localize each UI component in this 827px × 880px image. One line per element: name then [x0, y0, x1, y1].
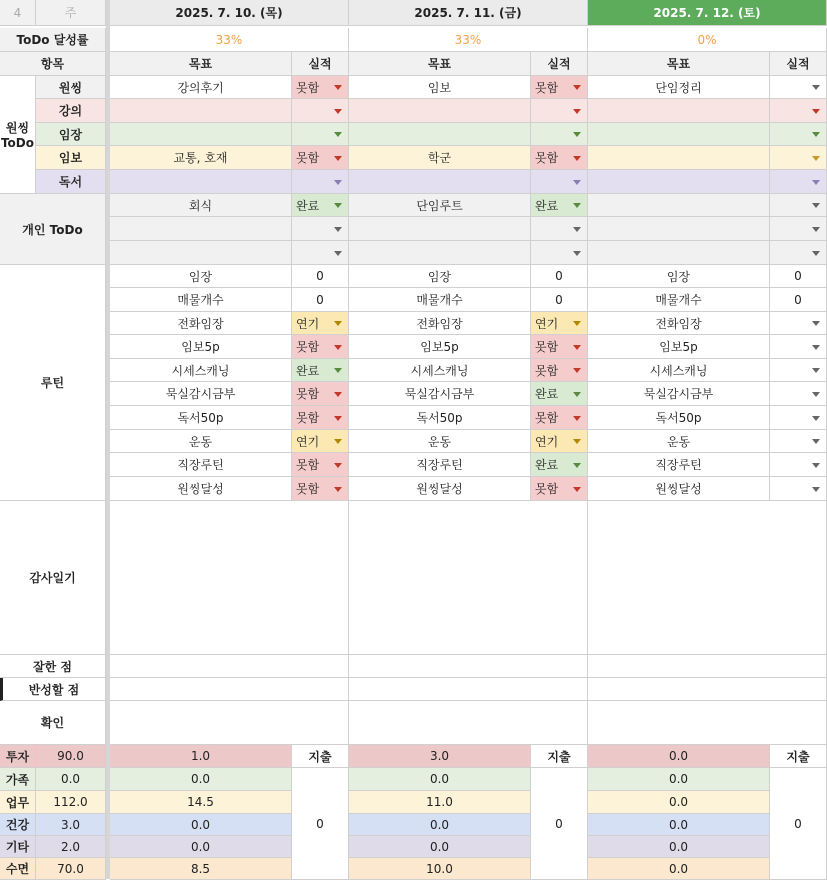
- status-value: 연기: [296, 316, 320, 331]
- status-value: 못함: [535, 340, 559, 354]
- notes-cell[interactable]: [588, 678, 827, 701]
- notes-cell[interactable]: [349, 701, 588, 745]
- category-2: 임장: [36, 123, 106, 146]
- onething-status-dropdown[interactable]: [770, 76, 827, 99]
- date-header-0[interactable]: 2025. 7. 10. (목): [110, 0, 349, 26]
- routine-count[interactable]: 0: [531, 265, 588, 288]
- status-value: 연기: [535, 434, 559, 449]
- onething-status-dropdown[interactable]: [531, 99, 588, 123]
- onething-status-dropdown[interactable]: [292, 99, 349, 123]
- dropdown-arrow-icon[interactable]: [812, 392, 820, 397]
- onething-goal[interactable]: 임보: [349, 76, 531, 99]
- dropdown-arrow-icon[interactable]: [334, 416, 342, 421]
- routine-name: 직장루틴: [110, 453, 292, 477]
- routine-count[interactable]: 0: [770, 288, 827, 312]
- routine-name: 시세스캐닝: [349, 359, 531, 382]
- dropdown-arrow-icon[interactable]: [812, 132, 820, 137]
- personal-status-dropdown[interactable]: [531, 217, 588, 241]
- routine-status-dropdown[interactable]: [531, 430, 588, 453]
- dropdown-arrow-icon[interactable]: [573, 109, 581, 114]
- budget-value[interactable]: 0.0: [349, 836, 531, 858]
- notes-cell[interactable]: [349, 678, 588, 701]
- personal-goal[interactable]: [588, 194, 770, 217]
- routine-status-dropdown[interactable]: [770, 406, 827, 430]
- routine-name: 임보5p: [110, 335, 292, 359]
- category-3: 임보: [36, 146, 106, 170]
- onething-goal[interactable]: 학군: [349, 146, 531, 170]
- dropdown-arrow-icon[interactable]: [573, 463, 581, 468]
- budget-total: 112.0: [36, 791, 106, 814]
- budget-value[interactable]: 1.0: [110, 745, 292, 768]
- personal-goal[interactable]: [588, 241, 770, 265]
- budget-total: 0.0: [36, 768, 106, 791]
- routine-status-dropdown[interactable]: [770, 430, 827, 453]
- gratitude-cell[interactable]: [588, 501, 827, 655]
- dropdown-arrow-icon[interactable]: [573, 227, 581, 232]
- routine-status-dropdown[interactable]: [770, 453, 827, 477]
- budget-value[interactable]: 11.0: [349, 791, 531, 814]
- status-value: 못함: [296, 458, 320, 472]
- onething-goal[interactable]: [110, 99, 292, 123]
- notes-cell[interactable]: [349, 655, 588, 678]
- routine-status-dropdown[interactable]: [531, 312, 588, 335]
- budget-value[interactable]: 0.0: [588, 836, 770, 858]
- dropdown-arrow-icon[interactable]: [334, 392, 342, 397]
- personal-status-dropdown[interactable]: [531, 194, 588, 217]
- routine-status-dropdown[interactable]: [292, 430, 349, 453]
- routine-name: 임장: [110, 265, 292, 288]
- routine-name: 시세스캐닝: [588, 359, 770, 382]
- routine-name: 독서50p: [110, 406, 292, 430]
- goal-header: 목표: [349, 52, 531, 76]
- budget-value[interactable]: 0.0: [588, 791, 770, 814]
- budget-value[interactable]: 0.0: [349, 814, 531, 836]
- personal-todo-label: 개인 ToDo: [0, 194, 106, 265]
- onething-status-dropdown[interactable]: [292, 123, 349, 146]
- onething-status-dropdown[interactable]: [770, 99, 827, 123]
- dropdown-arrow-icon[interactable]: [812, 227, 820, 232]
- onething-goal[interactable]: [588, 99, 770, 123]
- onething-status-dropdown[interactable]: [531, 146, 588, 170]
- todo-rate-value: 33%: [110, 28, 349, 52]
- dropdown-arrow-icon[interactable]: [334, 203, 342, 208]
- status-value: 못함: [296, 411, 320, 425]
- personal-status-dropdown[interactable]: [770, 217, 827, 241]
- routine-status-dropdown[interactable]: [292, 359, 349, 382]
- routine-name: 원씽달성: [349, 477, 531, 501]
- onething-goal[interactable]: [349, 123, 531, 146]
- routine-name: 전화임장: [588, 312, 770, 335]
- budget-total: 90.0: [36, 745, 106, 768]
- budget-value[interactable]: 0.0: [588, 745, 770, 768]
- personal-goal[interactable]: [110, 217, 292, 241]
- onething-label-line2: ToDo: [0, 136, 35, 150]
- budget-value[interactable]: 0.0: [588, 814, 770, 836]
- budget-category-2: 업무: [0, 791, 36, 814]
- status-value: 못함: [296, 80, 320, 95]
- routine-name: 독서50p: [349, 406, 531, 430]
- onething-status-dropdown[interactable]: [292, 146, 349, 170]
- status-value: 완료: [535, 387, 559, 401]
- date-header-2[interactable]: 2025. 7. 12. (토): [588, 0, 827, 26]
- dropdown-arrow-icon[interactable]: [812, 109, 820, 114]
- reflect-label: 반성할 점: [0, 678, 106, 701]
- status-value: 못함: [296, 387, 320, 401]
- onething-label: [0, 76, 36, 194]
- dropdown-arrow-icon[interactable]: [334, 109, 342, 114]
- spend-value[interactable]: 0: [292, 768, 349, 880]
- dropdown-arrow-icon[interactable]: [573, 345, 581, 350]
- onething-status-dropdown[interactable]: [292, 76, 349, 99]
- budget-category-4: 기타: [0, 836, 36, 858]
- routine-status-dropdown[interactable]: [770, 359, 827, 382]
- routine-status-dropdown[interactable]: [292, 312, 349, 335]
- dropdown-arrow-icon[interactable]: [573, 368, 581, 373]
- routine-status-dropdown[interactable]: [770, 312, 827, 335]
- budget-value[interactable]: 0.0: [110, 836, 292, 858]
- dropdown-arrow-icon[interactable]: [812, 321, 820, 326]
- dropdown-arrow-icon[interactable]: [334, 132, 342, 137]
- dropdown-arrow-icon[interactable]: [812, 180, 820, 185]
- routine-status-dropdown[interactable]: [292, 406, 349, 430]
- week-label: 주: [36, 0, 106, 26]
- routine-name: 묵실감시금부: [110, 382, 292, 406]
- budget-value[interactable]: 0.0: [588, 858, 770, 880]
- onething-goal[interactable]: [588, 146, 770, 170]
- routine-status-dropdown[interactable]: [770, 382, 827, 406]
- dropdown-arrow-icon[interactable]: [573, 321, 581, 326]
- budget-value[interactable]: 14.5: [110, 791, 292, 814]
- dropdown-arrow-icon[interactable]: [812, 487, 820, 492]
- status-value: 완료: [535, 198, 559, 213]
- routine-name: 임장: [588, 265, 770, 288]
- notes-cell[interactable]: [110, 678, 349, 701]
- dropdown-arrow-icon[interactable]: [812, 463, 820, 468]
- onething-status-dropdown[interactable]: [770, 170, 827, 194]
- status-value: 못함: [535, 482, 559, 496]
- status-value: 못함: [535, 363, 559, 378]
- routine-name: 전화임장: [110, 312, 292, 335]
- notes-cell[interactable]: [588, 701, 827, 745]
- personal-status-dropdown[interactable]: [292, 217, 349, 241]
- status-value: 못함: [296, 151, 320, 165]
- routine-status-dropdown[interactable]: [292, 382, 349, 406]
- routine-count[interactable]: 0: [531, 288, 588, 312]
- frozen-column-divider: [106, 0, 110, 879]
- routine-name: 직장루틴: [349, 453, 531, 477]
- onething-status-dropdown[interactable]: [770, 146, 827, 170]
- routine-name: 독서50p: [588, 406, 770, 430]
- onething-status-dropdown[interactable]: [292, 170, 349, 194]
- routine-status-dropdown[interactable]: [531, 477, 588, 501]
- routine-name: 원씽달성: [110, 477, 292, 501]
- routine-count[interactable]: 0: [770, 265, 827, 288]
- routine-count[interactable]: 0: [292, 288, 349, 312]
- budget-value[interactable]: 10.0: [349, 858, 531, 880]
- onething-goal[interactable]: [110, 123, 292, 146]
- routine-status-dropdown[interactable]: [770, 335, 827, 359]
- routine-status-dropdown[interactable]: [531, 359, 588, 382]
- dropdown-arrow-icon[interactable]: [573, 487, 581, 492]
- budget-category-1: 가족: [0, 768, 36, 791]
- personal-goal[interactable]: [110, 241, 292, 265]
- spend-header: 지출: [531, 745, 588, 768]
- check-label: 확인: [0, 701, 106, 745]
- onething-goal[interactable]: [349, 170, 531, 194]
- gratitude-label: 감사일기: [0, 501, 106, 655]
- item-header: 항목: [0, 52, 106, 76]
- dropdown-arrow-icon[interactable]: [334, 227, 342, 232]
- dropdown-arrow-icon[interactable]: [812, 345, 820, 350]
- category-4: 독서: [36, 170, 106, 194]
- budget-value[interactable]: 0.0: [588, 768, 770, 791]
- personal-goal[interactable]: 단임루트: [349, 194, 531, 217]
- budget-total: 70.0: [36, 858, 106, 880]
- dropdown-arrow-icon[interactable]: [334, 156, 342, 161]
- personal-goal[interactable]: 회식: [110, 194, 292, 217]
- budget-value[interactable]: 8.5: [110, 858, 292, 880]
- onething-label-line1: 원씽: [5, 121, 30, 135]
- dropdown-arrow-icon[interactable]: [573, 156, 581, 161]
- onething-goal[interactable]: 단임정리: [588, 76, 770, 99]
- dropdown-arrow-icon[interactable]: [812, 156, 820, 161]
- dropdown-arrow-icon[interactable]: [573, 439, 581, 444]
- personal-status-dropdown[interactable]: [770, 241, 827, 265]
- routine-status-dropdown[interactable]: [531, 406, 588, 430]
- routine-status-dropdown[interactable]: [292, 335, 349, 359]
- personal-goal[interactable]: [349, 217, 531, 241]
- week-number: 4: [0, 0, 36, 26]
- routine-name: 운동: [588, 430, 770, 453]
- gratitude-cell[interactable]: [110, 501, 349, 655]
- routine-count[interactable]: 0: [292, 265, 349, 288]
- status-value: 완료: [535, 458, 559, 472]
- budget-value[interactable]: 0.0: [349, 768, 531, 791]
- status-value: 못함: [296, 482, 320, 496]
- onething-goal[interactable]: [110, 170, 292, 194]
- goal-header: 목표: [588, 52, 770, 76]
- onething-goal[interactable]: 강의후기: [110, 76, 292, 99]
- dropdown-arrow-icon[interactable]: [812, 203, 820, 208]
- routine-name: 매물개수: [588, 288, 770, 312]
- routine-status-dropdown[interactable]: [531, 335, 588, 359]
- budget-total: 2.0: [36, 836, 106, 858]
- onething-status-dropdown[interactable]: [531, 76, 588, 99]
- onething-goal[interactable]: [349, 99, 531, 123]
- onething-goal[interactable]: 교통, 호재: [110, 146, 292, 170]
- routine-name: 임보5p: [588, 335, 770, 359]
- dropdown-arrow-icon[interactable]: [573, 416, 581, 421]
- budget-value[interactable]: 0.0: [110, 768, 292, 791]
- gratitude-cell[interactable]: [349, 501, 588, 655]
- dropdown-arrow-icon[interactable]: [334, 368, 342, 373]
- status-value: 완료: [296, 198, 320, 213]
- dropdown-arrow-icon[interactable]: [334, 345, 342, 350]
- todo-rate-label: ToDo 달성률: [0, 28, 106, 52]
- notes-cell[interactable]: [110, 655, 349, 678]
- result-header: 실적: [531, 52, 588, 76]
- status-value: 못함: [535, 151, 559, 165]
- good-label: 잘한 점: [0, 655, 106, 678]
- status-value: 연기: [535, 316, 559, 331]
- dropdown-arrow-icon[interactable]: [812, 368, 820, 373]
- personal-status-dropdown[interactable]: [292, 241, 349, 265]
- routine-name: 시세스캐닝: [110, 359, 292, 382]
- personal-goal[interactable]: [588, 217, 770, 241]
- routine-name: 매물개수: [349, 288, 531, 312]
- spend-value[interactable]: 0: [770, 768, 827, 880]
- routine-status-dropdown[interactable]: [770, 477, 827, 501]
- dropdown-arrow-icon[interactable]: [812, 85, 820, 90]
- budget-value[interactable]: 3.0: [349, 745, 531, 768]
- dropdown-arrow-icon[interactable]: [573, 251, 581, 256]
- dropdown-arrow-icon[interactable]: [334, 321, 342, 326]
- routine-name: 직장루틴: [588, 453, 770, 477]
- category-0: 원씽: [36, 76, 106, 99]
- todo-rate-value: 33%: [349, 28, 588, 52]
- dropdown-arrow-icon[interactable]: [573, 180, 581, 185]
- status-value: 못함: [296, 340, 320, 354]
- routine-label: 루틴: [0, 265, 106, 501]
- routine-name: 운동: [349, 430, 531, 453]
- routine-name: 임보5p: [349, 335, 531, 359]
- routine-status-dropdown[interactable]: [292, 477, 349, 501]
- personal-status-dropdown[interactable]: [292, 194, 349, 217]
- onething-status-dropdown[interactable]: [531, 123, 588, 146]
- spend-header: 지출: [770, 745, 827, 768]
- dropdown-arrow-icon[interactable]: [334, 85, 342, 90]
- routine-status-dropdown[interactable]: [292, 453, 349, 477]
- status-value: 연기: [296, 434, 320, 449]
- dropdown-arrow-icon[interactable]: [334, 463, 342, 468]
- routine-status-dropdown[interactable]: [531, 382, 588, 406]
- notes-cell[interactable]: [588, 655, 827, 678]
- budget-category-0: 투자: [0, 745, 36, 768]
- routine-name: 운동: [110, 430, 292, 453]
- goal-header: 목표: [110, 52, 292, 76]
- result-header: 실적: [292, 52, 349, 76]
- personal-goal[interactable]: [349, 241, 531, 265]
- dropdown-arrow-icon[interactable]: [573, 203, 581, 208]
- spend-value[interactable]: 0: [531, 768, 588, 880]
- onething-goal[interactable]: [588, 123, 770, 146]
- routine-name: 묵실감시금부: [349, 382, 531, 406]
- dropdown-arrow-icon[interactable]: [334, 251, 342, 256]
- result-header: 실적: [770, 52, 827, 76]
- notes-cell[interactable]: [110, 701, 349, 745]
- dropdown-arrow-icon[interactable]: [812, 251, 820, 256]
- routine-name: 원씽달성: [588, 477, 770, 501]
- onething-goal[interactable]: [588, 170, 770, 194]
- routine-name: 묵실감시금부: [588, 382, 770, 406]
- dropdown-arrow-icon[interactable]: [812, 416, 820, 421]
- status-value: 완료: [296, 363, 320, 378]
- todo-rate-value: 0%: [588, 28, 827, 52]
- onething-status-dropdown[interactable]: [770, 123, 827, 146]
- routine-name: 전화임장: [349, 312, 531, 335]
- spend-header: 지출: [292, 745, 349, 768]
- category-1: 강의: [36, 99, 106, 123]
- dropdown-arrow-icon[interactable]: [573, 85, 581, 90]
- budget-value[interactable]: 0.0: [110, 814, 292, 836]
- dropdown-arrow-icon[interactable]: [334, 180, 342, 185]
- budget-total: 3.0: [36, 814, 106, 836]
- dropdown-arrow-icon[interactable]: [812, 439, 820, 444]
- routine-status-dropdown[interactable]: [531, 453, 588, 477]
- routine-name: 매물개수: [110, 288, 292, 312]
- dropdown-arrow-icon[interactable]: [334, 439, 342, 444]
- date-header-1[interactable]: 2025. 7. 11. (금): [349, 0, 588, 26]
- personal-status-dropdown[interactable]: [531, 241, 588, 265]
- dropdown-arrow-icon[interactable]: [573, 392, 581, 397]
- dropdown-arrow-icon[interactable]: [573, 132, 581, 137]
- budget-category-3: 건강: [0, 814, 36, 836]
- status-value: 못함: [535, 80, 559, 95]
- dropdown-arrow-icon[interactable]: [334, 487, 342, 492]
- onething-status-dropdown[interactable]: [531, 170, 588, 194]
- status-value: 못함: [535, 411, 559, 425]
- personal-status-dropdown[interactable]: [770, 194, 827, 217]
- routine-name: 임장: [349, 265, 531, 288]
- budget-category-5: 수면: [0, 858, 36, 880]
